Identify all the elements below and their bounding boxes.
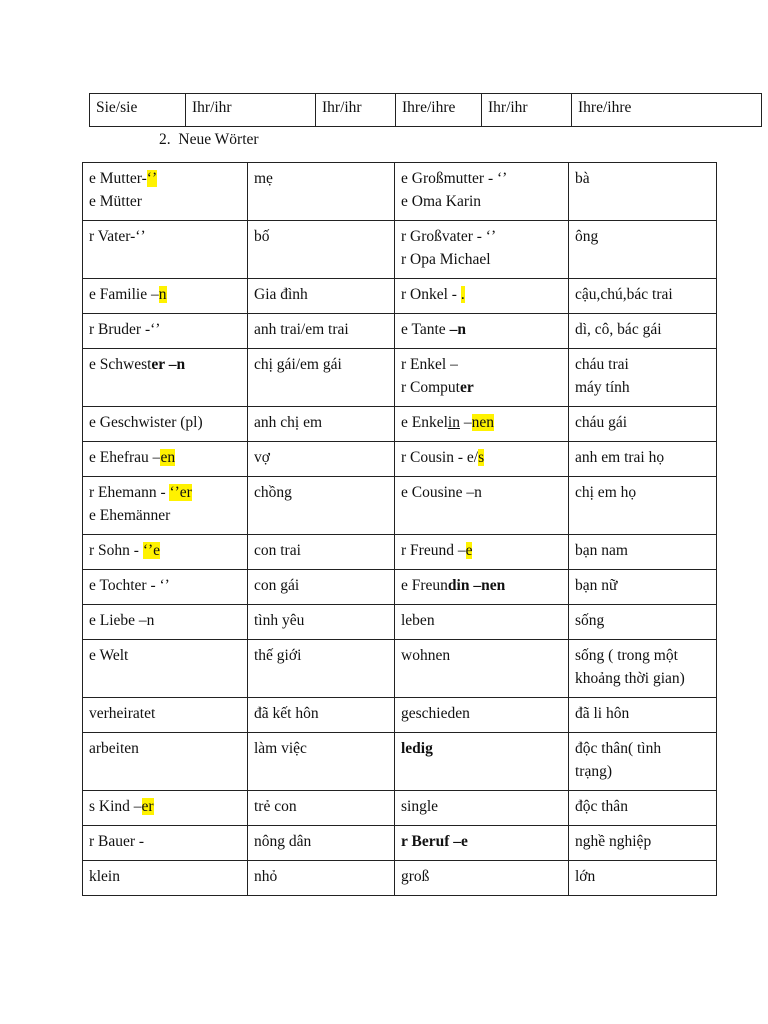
cell-line: [575, 283, 710, 306]
cell-text: cháu trai: [575, 356, 629, 373]
german-word-cell: [83, 407, 248, 442]
vocabulary-row: [83, 861, 717, 896]
highlighted-text: ‘’er: [169, 484, 192, 501]
cell-text: dì, cô, bác gái: [575, 321, 662, 338]
section-title: Neue Wörter: [178, 131, 259, 148]
cell-text: r Opa Michael: [401, 251, 491, 268]
cell-line: [89, 830, 241, 853]
cell-line: [401, 539, 562, 562]
vocabulary-row: [83, 221, 717, 279]
german-word-cell: [395, 407, 569, 442]
vocabulary-row: [83, 640, 717, 698]
cell-line: [254, 353, 388, 376]
cell-text: e Tochter - ‘’: [89, 577, 170, 594]
cell-line: [401, 225, 562, 248]
vietnamese-meaning-cell: [248, 314, 395, 349]
cell-text: tình yêu: [254, 612, 305, 629]
german-word-cell: [395, 349, 569, 407]
cell-line: [575, 376, 710, 399]
cell-line: [89, 167, 241, 190]
cell-line: [89, 644, 241, 667]
german-word-cell: [83, 791, 248, 826]
cell-text: con trai: [254, 542, 301, 559]
cell-text: r Beruf –e: [401, 833, 468, 850]
cell-text: e Ehemänner: [89, 507, 171, 524]
cell-line: [401, 376, 562, 399]
cell-text: r Enkel –: [401, 356, 458, 373]
vocabulary-row: [83, 407, 717, 442]
cell-line: [254, 644, 388, 667]
cell-line: [575, 225, 710, 248]
german-word-cell: [83, 570, 248, 605]
cell-text: e Freun: [401, 577, 448, 594]
cell-text: e Mütter: [89, 193, 142, 210]
cell-line: [575, 760, 710, 783]
german-word-cell: [83, 314, 248, 349]
cell-line: [575, 795, 710, 818]
cell-text: cháu gái: [575, 414, 628, 431]
cell-line: [401, 865, 562, 888]
cell-text: e Cousine –n: [401, 484, 482, 501]
cell-line: [401, 737, 562, 760]
vietnamese-meaning-cell: [248, 733, 395, 791]
vietnamese-meaning-cell: [569, 826, 717, 861]
german-word-cell: [395, 279, 569, 314]
vocabulary-row: [83, 442, 717, 477]
cell-line: [254, 318, 388, 341]
german-word-cell: [83, 605, 248, 640]
cell-line: [89, 446, 241, 469]
cell-line: [89, 702, 241, 725]
cell-line: [89, 283, 241, 306]
cell-line: [89, 318, 241, 341]
cell-text: anh trai/em trai: [254, 321, 349, 338]
cell-line: [401, 190, 562, 213]
cell-text: r Cousin - e/: [401, 449, 479, 466]
german-word-cell: [83, 163, 248, 221]
cell-line: [254, 574, 388, 597]
cell-line: [401, 481, 562, 504]
german-word-cell: [395, 570, 569, 605]
cell-text: con gái: [254, 577, 300, 594]
section-heading: [159, 131, 259, 149]
cell-line: [254, 539, 388, 562]
vietnamese-meaning-cell: [569, 570, 717, 605]
german-word-cell: [395, 163, 569, 221]
vietnamese-meaning-cell: [248, 698, 395, 733]
vietnamese-meaning-cell: [569, 279, 717, 314]
cell-text: nghề nghiệp: [575, 833, 652, 850]
cell-line: [575, 539, 710, 562]
cell-text: trẻ con: [254, 798, 297, 815]
cell-line: [89, 411, 241, 434]
cell-line: [401, 644, 562, 667]
cell-text: bà: [575, 170, 590, 187]
cell-line: [89, 481, 241, 504]
highlighted-text: n: [158, 286, 167, 303]
cell-line: [89, 737, 241, 760]
vietnamese-meaning-cell: [248, 477, 395, 535]
pronoun-row: [90, 94, 762, 127]
cell-text: r Comput: [401, 379, 460, 396]
cell-text: –: [459, 414, 472, 431]
cell-text: ledig: [401, 740, 433, 757]
german-word-cell: [395, 826, 569, 861]
cell-line: [89, 353, 241, 376]
vietnamese-meaning-cell: [248, 163, 395, 221]
cell-text: cậu,chú,bác trai: [575, 286, 673, 303]
cell-text: leben: [401, 612, 435, 629]
vietnamese-meaning-cell: [569, 733, 717, 791]
cell-text: r Sohn -: [89, 542, 143, 559]
cell-line: [401, 411, 562, 434]
vietnamese-meaning-cell: [569, 349, 717, 407]
german-word-cell: [83, 535, 248, 570]
vocabulary-row: [83, 477, 717, 535]
cell-line: [575, 644, 710, 667]
vietnamese-meaning-cell: [248, 640, 395, 698]
cell-text: groß: [401, 868, 430, 885]
cell-text: mẹ: [254, 170, 273, 187]
cell-text: e Oma Karin: [401, 193, 482, 210]
german-word-cell: [395, 791, 569, 826]
vocabulary-row: [83, 826, 717, 861]
pronoun-table: [89, 93, 762, 127]
cell-text: e Familie –: [89, 286, 159, 303]
pronoun-cell: Ihr/ihr: [482, 94, 572, 127]
vocabulary-row: [83, 605, 717, 640]
cell-text: in: [447, 414, 460, 431]
cell-text: r Großvater - ‘’: [401, 228, 497, 245]
german-word-cell: [395, 733, 569, 791]
vietnamese-meaning-cell: [248, 535, 395, 570]
vietnamese-meaning-cell: [569, 314, 717, 349]
cell-line: [575, 702, 710, 725]
german-word-cell: [83, 279, 248, 314]
vietnamese-meaning-cell: [569, 535, 717, 570]
cell-text: ông: [575, 228, 599, 245]
cell-text: r Bruder -‘’: [89, 321, 161, 338]
cell-line: [401, 702, 562, 725]
vocabulary-row: [83, 349, 717, 407]
cell-line: [254, 830, 388, 853]
pronoun-cell: Sie/sie: [90, 94, 186, 127]
vocabulary-table: [82, 162, 717, 896]
cell-text: e Mutter-: [89, 170, 147, 187]
cell-line: [89, 190, 241, 213]
vietnamese-meaning-cell: [248, 861, 395, 896]
vocabulary-row: [83, 698, 717, 733]
cell-text: e Liebe –n: [89, 612, 155, 629]
german-word-cell: [83, 442, 248, 477]
german-word-cell: [83, 733, 248, 791]
cell-line: [401, 353, 562, 376]
highlighted-text: nen: [471, 414, 494, 431]
vocabulary-row: [83, 279, 717, 314]
cell-text: e Großmutter - ‘’: [401, 170, 508, 187]
german-word-cell: [83, 861, 248, 896]
highlighted-text: ‘’: [146, 170, 158, 187]
vietnamese-meaning-cell: [569, 163, 717, 221]
cell-text: e Geschwister (pl): [89, 414, 203, 431]
cell-text: bạn nữ: [575, 577, 618, 594]
highlighted-text: e: [465, 542, 473, 559]
highlighted-text: .: [460, 286, 465, 303]
german-word-cell: [395, 442, 569, 477]
highlighted-text: s: [478, 449, 485, 466]
pronoun-cell: Ihre/ihre: [572, 94, 762, 127]
vietnamese-meaning-cell: [569, 221, 717, 279]
cell-line: [401, 830, 562, 853]
cell-line: [575, 481, 710, 504]
cell-text: chị em họ: [575, 484, 637, 501]
cell-line: [254, 795, 388, 818]
cell-text: nông dân: [254, 833, 312, 850]
cell-text: e Ehefrau –: [89, 449, 161, 466]
pronoun-cell: Ihr/ihr: [316, 94, 396, 127]
cell-text: r Freund –: [401, 542, 466, 559]
vietnamese-meaning-cell: [248, 605, 395, 640]
vocabulary-row: [83, 163, 717, 221]
vietnamese-meaning-cell: [569, 640, 717, 698]
german-word-cell: [83, 349, 248, 407]
cell-text: r Vater-‘’: [89, 228, 146, 245]
cell-line: [401, 283, 562, 306]
cell-text: s Kind –: [89, 798, 142, 815]
cell-text: sống: [575, 612, 605, 629]
vietnamese-meaning-cell: [248, 791, 395, 826]
cell-line: [254, 411, 388, 434]
german-word-cell: [395, 477, 569, 535]
vietnamese-meaning-cell: [569, 605, 717, 640]
german-word-cell: [395, 640, 569, 698]
cell-line: [401, 574, 562, 597]
cell-text: máy tính: [575, 379, 630, 396]
cell-text: chị gái/em gái: [254, 356, 342, 373]
cell-line: [575, 353, 710, 376]
cell-text: arbeiten: [89, 740, 139, 757]
cell-line: [89, 865, 241, 888]
cell-line: [254, 481, 388, 504]
vietnamese-meaning-cell: [248, 826, 395, 861]
cell-text: độc thân: [575, 798, 628, 815]
cell-text: anh em trai họ: [575, 449, 665, 466]
vocabulary-row: [83, 733, 717, 791]
vietnamese-meaning-cell: [248, 442, 395, 477]
cell-line: [89, 795, 241, 818]
cell-line: [575, 411, 710, 434]
vietnamese-meaning-cell: [248, 279, 395, 314]
cell-text: nhỏ: [254, 868, 278, 885]
cell-text: vợ: [254, 449, 270, 466]
german-word-cell: [395, 861, 569, 896]
cell-text: e Tante: [401, 321, 450, 338]
german-word-cell: [395, 535, 569, 570]
cell-text: bạn nam: [575, 542, 628, 559]
cell-line: [89, 225, 241, 248]
pronoun-cell: Ihre/ihre: [396, 94, 482, 127]
cell-line: [575, 318, 710, 341]
cell-line: [401, 318, 562, 341]
cell-text: single: [401, 798, 439, 815]
german-word-cell: [395, 314, 569, 349]
cell-text: verheiratet: [89, 705, 156, 722]
vietnamese-meaning-cell: [248, 570, 395, 605]
cell-text: e Welt: [89, 647, 129, 664]
cell-line: [575, 865, 710, 888]
highlighted-text: er: [141, 798, 154, 815]
cell-text: làm việc: [254, 740, 307, 757]
highlighted-text: ‘’e: [142, 542, 161, 559]
cell-text: đã li hôn: [575, 705, 630, 722]
cell-text: geschieden: [401, 705, 470, 722]
cell-text: e Enkel: [401, 414, 448, 431]
pronoun-cell: Ihr/ihr: [186, 94, 316, 127]
highlighted-text: en: [160, 449, 176, 466]
cell-line: [575, 667, 710, 690]
cell-text: –n: [449, 321, 466, 338]
cell-line: [254, 446, 388, 469]
vietnamese-meaning-cell: [569, 861, 717, 896]
cell-line: [89, 504, 241, 527]
german-word-cell: [395, 605, 569, 640]
cell-line: [575, 830, 710, 853]
vietnamese-meaning-cell: [569, 407, 717, 442]
cell-line: [89, 539, 241, 562]
cell-text: khoảng thời gian): [575, 670, 685, 687]
vietnamese-meaning-cell: [569, 698, 717, 733]
cell-text: anh chị em: [254, 414, 323, 431]
cell-text: er –n: [151, 356, 186, 373]
cell-text: din –nen: [447, 577, 506, 594]
cell-text: r Ehemann -: [89, 484, 170, 501]
vietnamese-meaning-cell: [248, 407, 395, 442]
cell-text: đã kết hôn: [254, 705, 319, 722]
german-word-cell: [83, 640, 248, 698]
cell-text: er: [460, 379, 474, 396]
cell-line: [89, 574, 241, 597]
cell-line: [401, 795, 562, 818]
vietnamese-meaning-cell: [569, 477, 717, 535]
cell-text: thế giới: [254, 647, 302, 664]
vocabulary-row: [83, 570, 717, 605]
cell-text: lớn: [575, 868, 596, 885]
german-word-cell: [83, 826, 248, 861]
cell-line: [89, 609, 241, 632]
german-word-cell: [83, 698, 248, 733]
cell-line: [254, 865, 388, 888]
cell-text: wohnen: [401, 647, 451, 664]
cell-line: [401, 248, 562, 271]
vietnamese-meaning-cell: [248, 349, 395, 407]
cell-line: [254, 702, 388, 725]
cell-text: bố: [254, 228, 270, 245]
german-word-cell: [395, 221, 569, 279]
cell-text: r Bauer -: [89, 833, 145, 850]
vietnamese-meaning-cell: [248, 221, 395, 279]
cell-line: [254, 167, 388, 190]
german-word-cell: [83, 221, 248, 279]
vietnamese-meaning-cell: [569, 791, 717, 826]
cell-text: klein: [89, 868, 120, 885]
cell-line: [575, 574, 710, 597]
vocabulary-row: [83, 314, 717, 349]
cell-line: [575, 167, 710, 190]
cell-text: sống ( trong một: [575, 647, 678, 664]
cell-text: Gia đình: [254, 286, 308, 303]
cell-line: [575, 737, 710, 760]
cell-text: trạng): [575, 763, 613, 780]
cell-line: [401, 446, 562, 469]
cell-line: [254, 737, 388, 760]
cell-text: r Onkel -: [401, 286, 461, 303]
cell-line: [254, 609, 388, 632]
section-number: 2.: [159, 131, 171, 148]
german-word-cell: [83, 477, 248, 535]
vocabulary-row: [83, 791, 717, 826]
vietnamese-meaning-cell: [569, 442, 717, 477]
cell-line: [575, 609, 710, 632]
cell-line: [254, 225, 388, 248]
cell-text: chồng: [254, 484, 292, 501]
cell-line: [254, 283, 388, 306]
vocabulary-table-body: [83, 163, 717, 896]
german-word-cell: [395, 698, 569, 733]
cell-line: [401, 167, 562, 190]
vocabulary-row: [83, 535, 717, 570]
cell-line: [401, 609, 562, 632]
cell-text: e Schwest: [89, 356, 152, 373]
cell-text: độc thân( tình: [575, 740, 662, 757]
cell-line: [575, 446, 710, 469]
